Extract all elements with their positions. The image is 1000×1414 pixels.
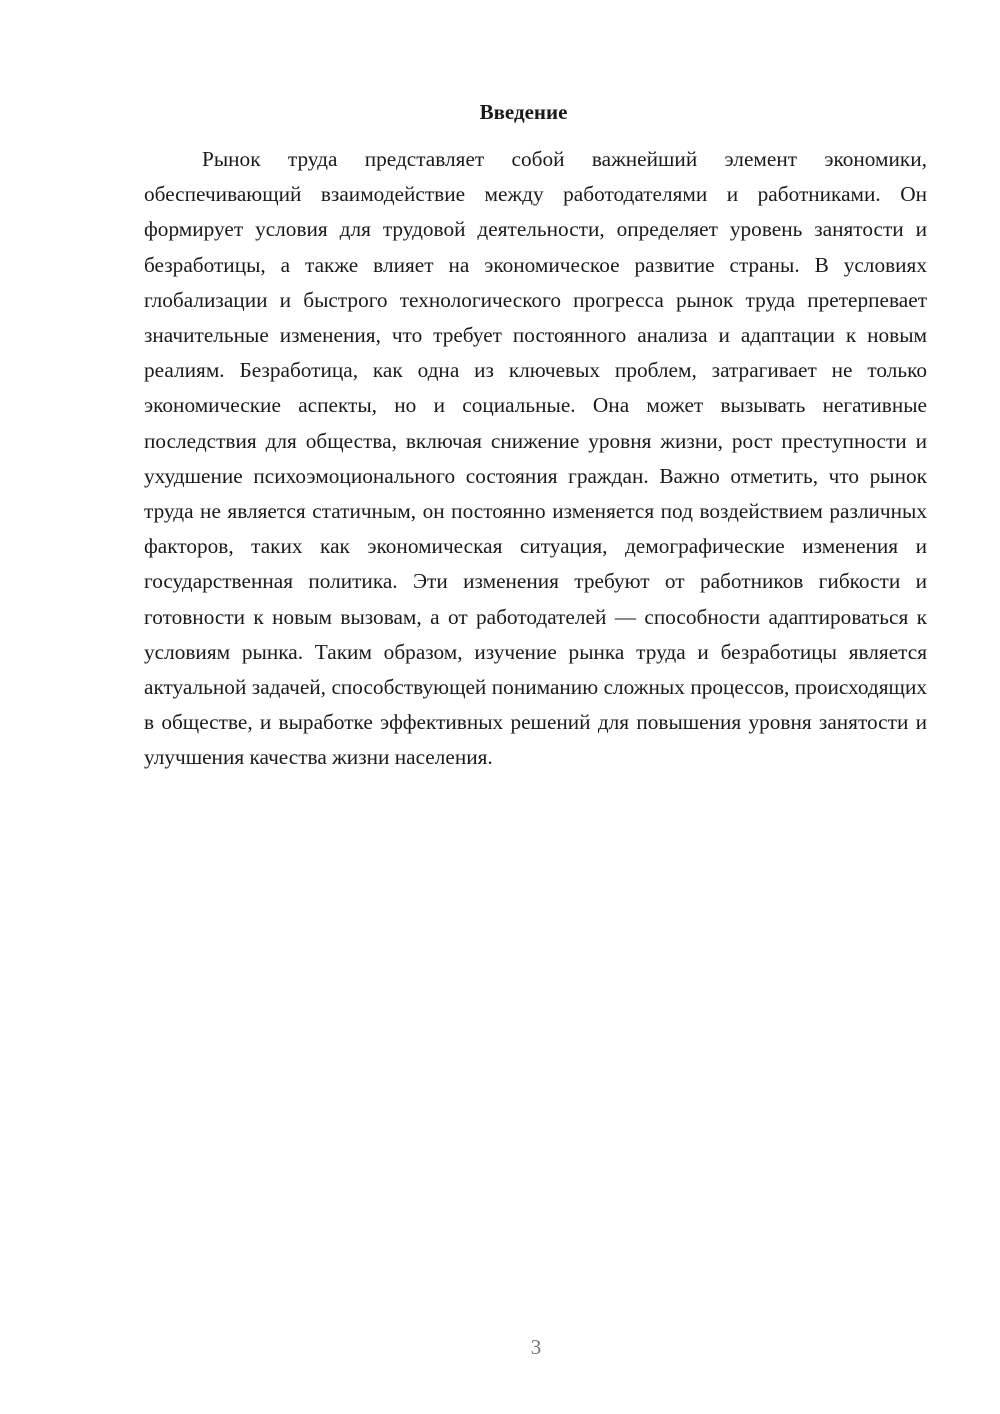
page-number: 3	[530, 1335, 542, 1359]
body-paragraph: Рынок труда представляет собой важнейший элемент экономики, обеспечивающий взаимодействие между работодателями и работниками. Он формирует условия для трудовой деятельности, определяет уровень занятости и безработицы, а также влияет на экономическое развитие страны. В условиях глобализации и быстрого технологического прогресса рынок труда претерпевает значительные изменения, что требует постоянного анализа и адаптации к новым реалиям. Безработица, как одна из ключевых проблем, затрагивает не только экономические аспекты, но и социальные. Она может вызывать негативные последствия для общества, включая снижение уровня жизни, рост преступности и ухудшение психоэмоционального состояния граждан. Важно отметить, что рынок труда не является статичным, он постоянно изменяется под воздействием различных факторов, таких как экономическая ситуация, демографические изменения и государственная политика. Эти изменения требуют от работников гибкости и готовности к новым вызовам, а от работодателей — способности адаптироваться к условиям рынка. Таким образом, изучение рынка труда и безработицы является актуальной задачей, способствующей пониманию сложных процессов, происходящих в обществе, и выработке эффективных решений для повышения уровня занятости и улучшения качества жизни населения.	[144, 147, 927, 770]
section-heading	[144, 98, 927, 126]
section-heading-text: Введение	[479, 100, 568, 124]
